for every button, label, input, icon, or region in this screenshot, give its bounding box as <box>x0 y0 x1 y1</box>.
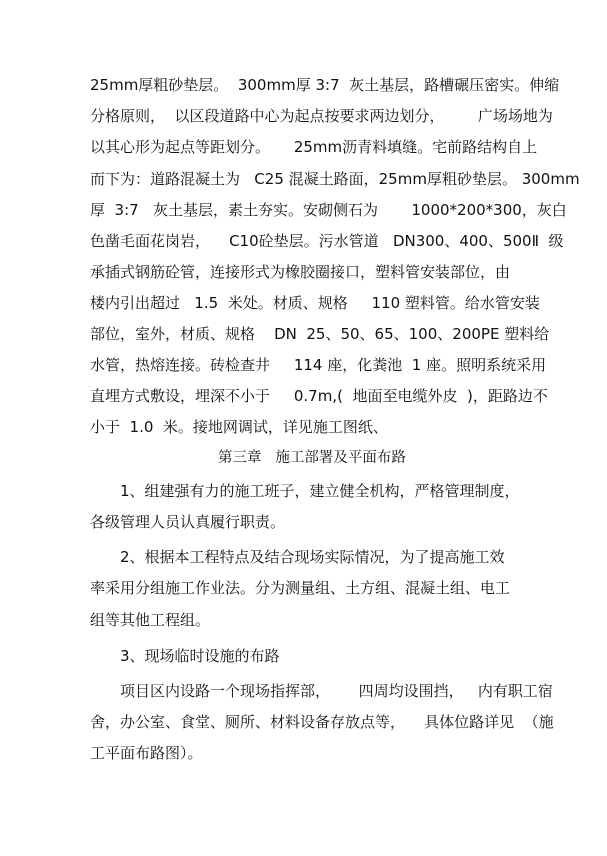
section-2-line: 2、根据本工程特点及结合现场实际情况，为了提高施工效 <box>120 548 505 566</box>
body-line: 直埋方式敷设，埋深不小于 0.7m,( 地面至电缆外皮 )，距路边不 <box>90 387 548 405</box>
section-2-line: 率采用分组施工作业法。分为测量组、土方组、混凝土组、电工 <box>90 579 511 597</box>
section-1-line: 1、组建强有力的施工班子，建立健全机构，严格管理制度， <box>120 482 520 500</box>
chapter-heading: 第三章 施工部署及平面布路 <box>218 450 406 466</box>
body-line: 分格原则， 以区段道路中心为起点按要求两边划分， 广场场地为 <box>90 107 553 125</box>
body-line: 部位，室外，材质、规格 DN 25、50、65、100、200PE 塑料给 <box>90 325 550 343</box>
body-line: 而下为：道路混凝土为 C25 混凝土路面，25mm厚粗砂垫层。 300mm <box>90 170 580 188</box>
section-2-line: 组等其他工程组。 <box>90 611 211 629</box>
body-line: 楼内引出超过 1.5 米处。材质、规格 110 塑料管。给水管安装 <box>90 294 540 312</box>
section-4-line: 舍，办公室、食堂、厕所、材料设备存放点等， 具体位路详见 （施 <box>90 713 554 731</box>
body-line: 25mm厚粗砂垫层。 300mm厚 3:7 灰土基层，路槽碾压密实。伸缩 <box>90 76 560 94</box>
section-3-heading: 3、现场临时设施的布路 <box>120 647 280 665</box>
body-line: 小于 1.0 米。接地网调试，详见施工图纸、 <box>90 418 388 436</box>
section-1-line: 各级管理人员认真履行职责。 <box>90 513 286 531</box>
body-line: 水管，热熔连接。砖检查井 114 座，化粪池 1 座。照明系统采用 <box>90 356 547 374</box>
body-line: 色凿毛面花岗岩， C10砼垫层。污水管道 DN300、400、500Ⅱ 级 <box>90 232 564 250</box>
body-line: 承插式钢筋砼管，连接形式为橡胶圈接口，塑料管安装部位，由 <box>90 263 511 281</box>
body-line: 以其心形为起点等距划分。 25mm沥青料填缝。宅前路结构自上 <box>90 138 538 156</box>
body-line: 厚 3:7 灰土基层，素土夯实。安砌侧石为 1000*200*300，灰白 <box>90 201 567 219</box>
section-4-line: 工平面布路图）。 <box>90 744 203 762</box>
section-4-line: 项目区内设路一个现场指挥部， 四周均设围挡， 内有职工宿 <box>120 682 553 700</box>
